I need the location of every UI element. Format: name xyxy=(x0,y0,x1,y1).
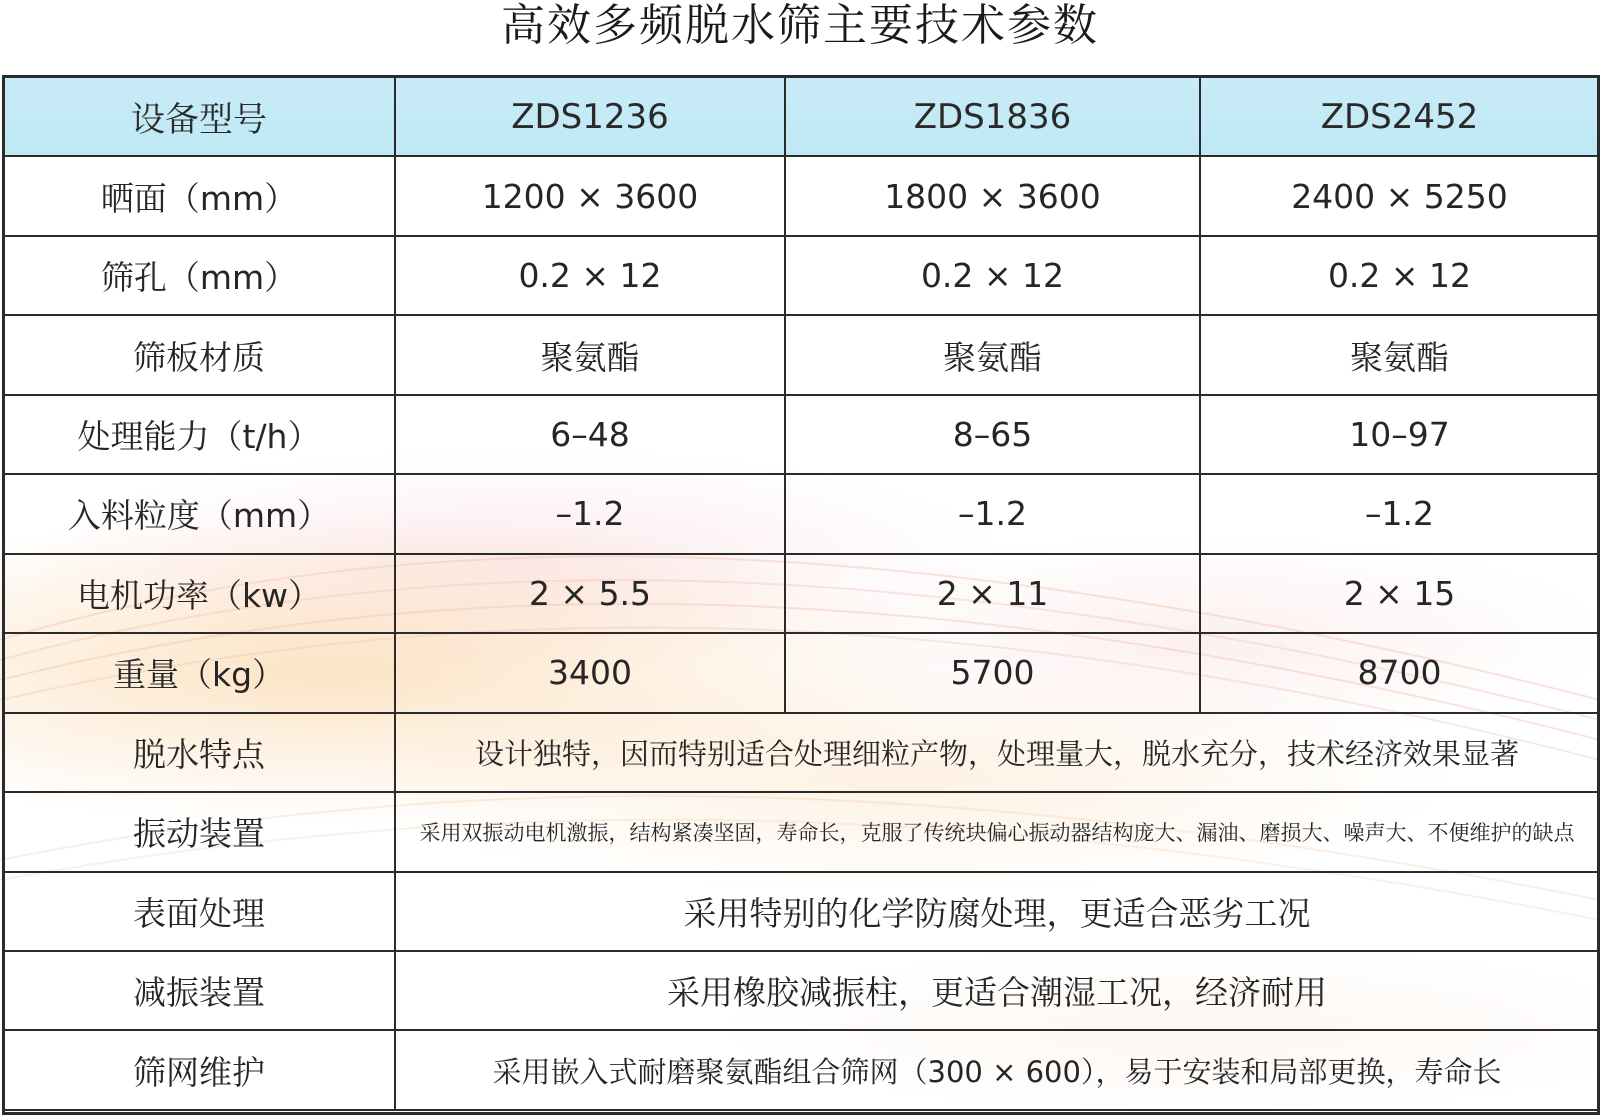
table-cell: 聚氨酯 xyxy=(785,315,1200,394)
table-header-row xyxy=(3,77,1599,156)
table-cell: 10–97 xyxy=(1200,395,1599,474)
table-row xyxy=(3,872,1599,951)
table-cell: 2 × 15 xyxy=(1200,554,1599,633)
table-cell: 5700 xyxy=(785,633,1200,712)
table-cell: 3400 xyxy=(395,633,785,712)
spec-table xyxy=(2,76,1600,1111)
header-label: 设备型号 xyxy=(3,77,395,156)
feature-description: 设计独特，因而特别适合处理细粒产物，处理量大，脱水充分，技术经济效果显著 xyxy=(395,713,1599,792)
header-model-1: ZDS1236 xyxy=(395,77,785,156)
row-label-capacity: 处理能力（t/h） xyxy=(3,395,395,474)
table-cell: –1.2 xyxy=(785,474,1200,553)
table-row xyxy=(3,713,1599,792)
row-label-motor-power: 电机功率（kw） xyxy=(3,554,395,633)
header-model-3: ZDS2452 xyxy=(1200,77,1599,156)
table-cell: 聚氨酯 xyxy=(1200,315,1599,394)
table-row xyxy=(3,156,1599,235)
table-row xyxy=(3,1030,1599,1110)
table-cell: 0.2 × 12 xyxy=(1200,236,1599,315)
row-label-dewatering-features: 脱水特点 xyxy=(3,713,395,792)
table-row xyxy=(3,554,1599,633)
table-cell: 6–48 xyxy=(395,395,785,474)
row-label-screen-area: 晒面（mm） xyxy=(3,156,395,235)
page-title: 高效多频脱水筛主要技术参数 xyxy=(501,0,1099,51)
table-cell: 8700 xyxy=(1200,633,1599,712)
table-cell: 1800 × 3600 xyxy=(785,156,1200,235)
table-row xyxy=(3,236,1599,315)
feature-description: 采用嵌入式耐磨聚氨酯组合筛网（300 × 600），易于安装和局部更换，寿命长 xyxy=(395,1030,1599,1110)
table-cell: 2 × 5.5 xyxy=(395,554,785,633)
row-label-material: 筛板材质 xyxy=(3,315,395,394)
table-row xyxy=(3,951,1599,1030)
table-cell: 1200 × 3600 xyxy=(395,156,785,235)
table-row xyxy=(3,315,1599,394)
feature-description: 采用橡胶减振柱，更适合潮湿工况，经济耐用 xyxy=(395,951,1599,1030)
row-label-weight: 重量（kg） xyxy=(3,633,395,712)
row-label-screen-maintenance: 筛网维护 xyxy=(3,1030,395,1110)
feature-description: 采用特别的化学防腐处理，更适合恶劣工况 xyxy=(395,872,1599,951)
table-cell: 聚氨酯 xyxy=(395,315,785,394)
table-cell: 0.2 × 12 xyxy=(395,236,785,315)
table-cell: 0.2 × 12 xyxy=(785,236,1200,315)
row-label-damping-device: 减振装置 xyxy=(3,951,395,1030)
row-label-aperture: 筛孔（mm） xyxy=(3,236,395,315)
table-row xyxy=(3,395,1599,474)
table-cell: 2 × 11 xyxy=(785,554,1200,633)
table-row xyxy=(3,474,1599,553)
row-label-feed-size: 入料粒度（mm） xyxy=(3,474,395,553)
row-label-vibration-device: 振动装置 xyxy=(3,792,395,871)
row-label-surface-treatment: 表面处理 xyxy=(3,872,395,951)
table-row xyxy=(3,633,1599,712)
table-cell: –1.2 xyxy=(395,474,785,553)
table-cell: 2400 × 5250 xyxy=(1200,156,1599,235)
table-row xyxy=(3,792,1599,871)
feature-description: 采用双振动电机激振，结构紧凑坚固，寿命长，克服了传统块偏心振动器结构庞大、漏油、磨损大、噪声大、不便维护的缺点 xyxy=(395,792,1599,871)
header-model-2: ZDS1836 xyxy=(785,77,1200,156)
table-cell: 8–65 xyxy=(785,395,1200,474)
table-cell: –1.2 xyxy=(1200,474,1599,553)
